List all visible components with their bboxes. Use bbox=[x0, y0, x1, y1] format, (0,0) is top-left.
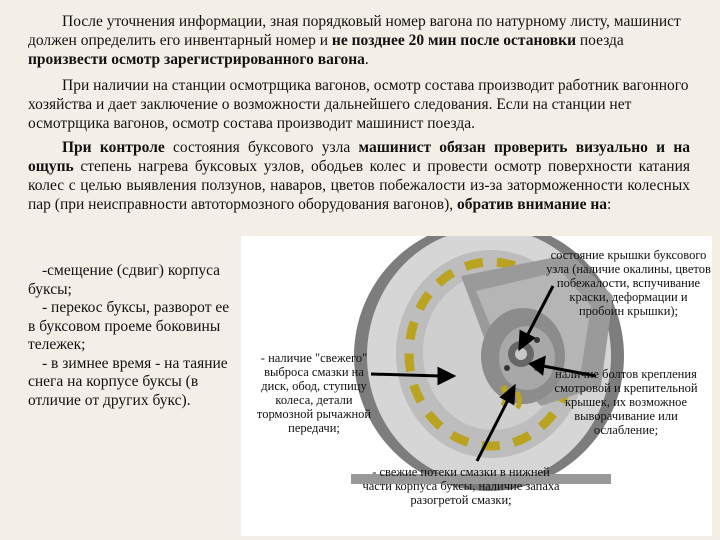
axlebox-figure bbox=[241, 236, 712, 536]
p1-bold-inspect: произвести осмотр зарегистрированного вагона bbox=[28, 51, 365, 68]
bolt-icon bbox=[504, 365, 510, 371]
caption-grease-drips: - свежие потеки смазки в нижней части корпуса буксы, наличие запаха разогретой смазки; bbox=[362, 465, 560, 507]
list-item: - перекос буксы, разворот ее в буксовом проеме боковины тележек; bbox=[28, 299, 230, 353]
caption-bolts: наличие болтов крепления смотровой и крепительной крышек, их возможное выворачивание или ослабление; bbox=[554, 367, 698, 437]
p1-text2: поезда bbox=[576, 32, 624, 49]
paragraph-inspector bbox=[28, 76, 690, 133]
p1-text1: После уточнения информации, зная порядковый номер вагона по натурному листу, машинист должен определить его инвентарный номер и bbox=[28, 13, 681, 49]
p3-bold-attention: обратив внимание на bbox=[457, 196, 608, 213]
p1-text3: . bbox=[364, 51, 369, 68]
p3-bold-must-check: машинист обязан проверить визуально и на ощупь bbox=[28, 139, 690, 175]
p1-bold-deadline: не позднее 20 мин после остановки bbox=[331, 32, 577, 49]
caption-cover-condition: состояние крышки буксового узла (наличие окалины, цветов побежалости, вспучивание краски, деформации и пробоин крышки); bbox=[546, 248, 711, 318]
p3-text3: : bbox=[607, 196, 612, 213]
paragraph-axlebox-control bbox=[28, 138, 690, 214]
caption-grease-splash: - наличие "свежего" выброса смазки на диск, обод, ступицу колеса, детали тормозной рычажной передачи; bbox=[256, 351, 372, 435]
check-list bbox=[28, 262, 240, 410]
p3-text1: состояния буксового узла bbox=[164, 139, 359, 156]
p2-text: При наличии на станции осмотрщика вагонов, осмотр состава производит работник вагонного хозяйства и дает заключение о возможности дальнейшего следования. Если на станции нет осмотрщика вагонов, осмотр состава производит машинист поезда. bbox=[28, 77, 689, 132]
p3-text2: степень нагрева буксовых узлов, ободьев колес и провести осмотр поверхности катания колес с целью выявления ползунов, наваров, цветов побежалости из-за заторможенности колесных пар (при неисправности автотормозного оборудования вагонов), bbox=[28, 158, 690, 213]
list-item: -смещение (сдвиг) корпуса буксы; bbox=[28, 262, 221, 298]
paragraph-inspection-timing bbox=[28, 12, 690, 69]
p3-bold-control: При контроле bbox=[62, 139, 165, 156]
list-item: - в зимнее время - на таяние снега на корпусе буксы (в отличие от других букс). bbox=[28, 354, 228, 409]
